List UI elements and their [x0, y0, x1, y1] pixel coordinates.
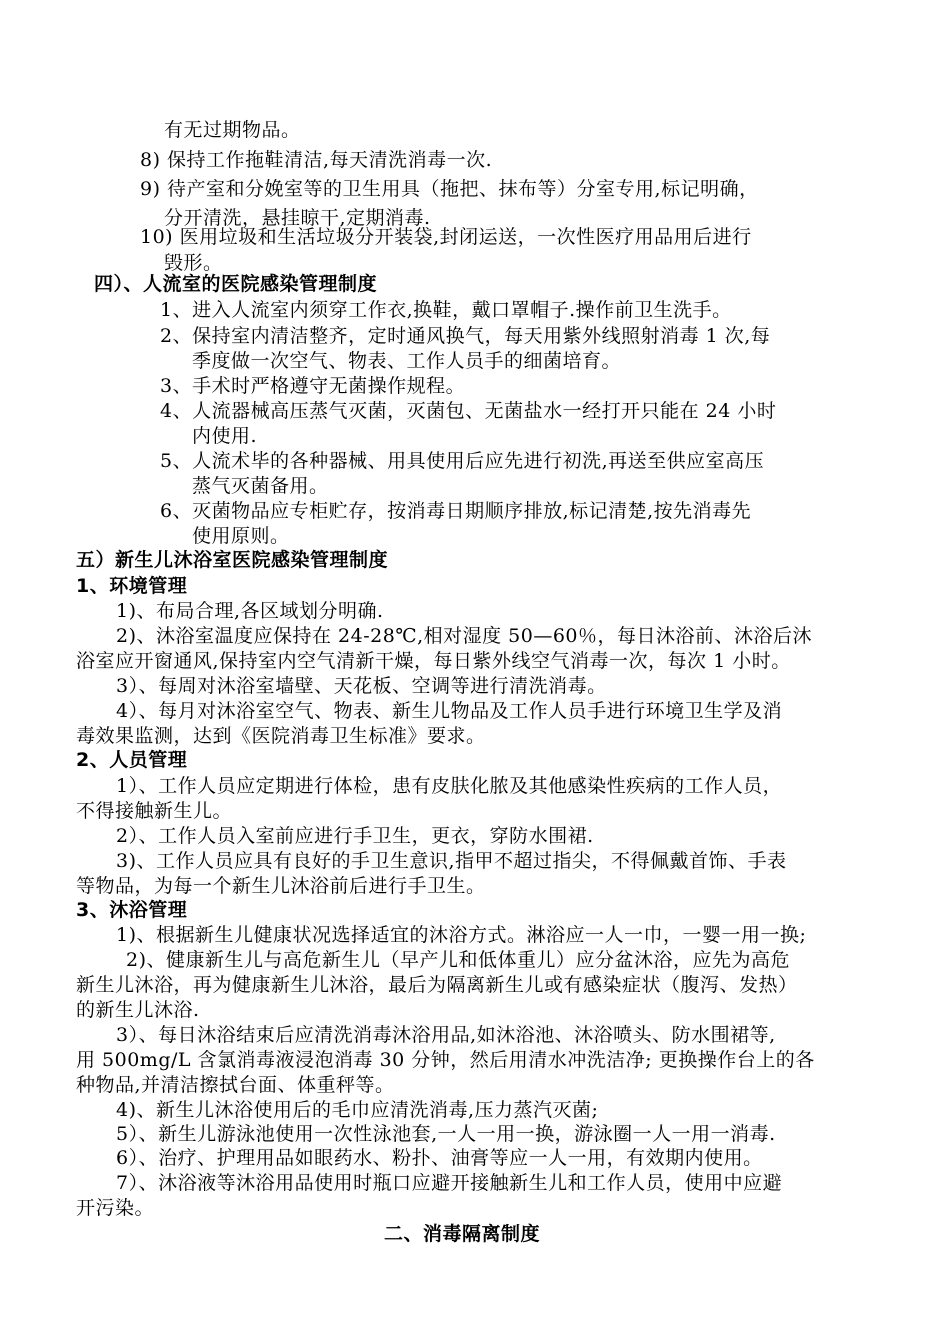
environment-line: 毒效果监测，达到《医院消毒卫生标准》要求。	[76, 725, 486, 747]
item7-continuation: 有无过期物品。	[164, 119, 301, 141]
environment-line: 浴室应开窗通风,保持室内空气清新干燥，每日紫外线空气消毒一次，每次 1 小时。	[76, 650, 791, 672]
personnel-line: 等物品，为每一个新生儿沐浴前后进行手卫生。	[76, 875, 486, 897]
bathing-line: 开污染。	[76, 1197, 155, 1219]
bathing-line: 1)、根据新生儿健康状况选择适宜的沐浴方式。淋浴应一人一巾，一婴一用一换;	[116, 924, 807, 946]
bathing-line: 6）、治疗、护理用品如眼药水、粉扑、油膏等应一人一用，有效期内使用。	[116, 1147, 763, 1169]
item10-line2: 毁形。	[164, 252, 223, 274]
bathing-line: 7）、沐浴液等沐浴用品使用时瓶口应避开接触新生儿和工作人员，使用中应避	[116, 1172, 783, 1194]
bathing-line: 用 500mg/L 含氯消毒液浸泡消毒 30 分钟，然后用清水冲洗洁净; 更换操作台上的各	[76, 1049, 815, 1071]
environment-line: 2)、沐浴室温度应保持在 24-28℃,相对湿度 50—60％，每日沐浴前、沐浴后沐	[116, 625, 813, 647]
personnel-line: 2）、工作人员入室前应进行手卫生，更衣，穿防水围裙.	[116, 825, 594, 847]
item8: 8) 保持工作拖鞋清洁,每天清洗消毒一次.	[140, 149, 493, 171]
bathing-line: 的新生儿沐浴.	[76, 999, 200, 1021]
bathing-line: 2)、健康新生儿与高危新生儿（早产儿和低体重儿）应分盆沐浴，应先为高危	[126, 949, 791, 971]
environment-line: 1)、布局合理,各区域划分明确.	[116, 600, 384, 622]
item9-line1: 9) 待产室和分娩室等的卫生用具（拖把、抹布等）分室专用,标记明确，	[140, 178, 759, 200]
personnel-line: 不得接触新生儿。	[76, 800, 233, 822]
personnel-line: 1）、工作人员应定期进行体检，患有皮肤化脓及其他感染性疾病的工作人员，	[116, 775, 783, 797]
section4-line: 1、进入人流室内须穿工作衣,换鞋，戴口罩帽子.操作前卫生洗手。	[160, 299, 732, 321]
environment-line: 4）、每月对沐浴室空气、物表、新生儿物品及工作人员手进行环境卫生学及消	[116, 700, 783, 722]
subsection-environment: 1、环境管理	[76, 575, 188, 597]
section4-line: 5、人流术毕的各种器械、用具使用后应先进行初洗,再送至供应室高压	[160, 450, 765, 472]
subsection-personnel: 2、人员管理	[76, 749, 188, 771]
subsection-bathing: 3、沐浴管理	[76, 899, 188, 921]
section4-line: 蒸气灭菌备用。	[192, 475, 329, 497]
section5-heading: 五）新生儿沐浴室医院感染管理制度	[76, 549, 389, 571]
section4-line: 4、人流器械高压蒸气灭菌，灭菌包、无菌盐水一经打开只能在 24 小时	[160, 400, 777, 422]
bathing-line: 新生儿沐浴，再为健康新生儿沐浴，最后为隔离新生儿或有感染症状（腹泻、发热）	[76, 974, 798, 996]
bathing-line: 5）、新生儿游泳池使用一次性泳池套,一人一用一换，游泳圈一人一用一消毒.	[116, 1123, 776, 1145]
item10-line1: 10) 医用垃圾和生活垃圾分开装袋,封闭运送，一次性医疗用品用后进行	[140, 226, 752, 248]
section4-line: 使用原则。	[192, 525, 290, 547]
section4-line: 季度做一次空气、物表、工作人员手的细菌培育。	[192, 350, 622, 372]
section4-line: 3、手术时严格遵守无菌操作规程。	[160, 375, 466, 397]
environment-line: 3）、每周对沐浴室墙壁、天花板、空调等进行清洗消毒。	[116, 675, 607, 697]
bathing-line: 4)、新生儿沐浴使用后的毛巾应清洗消毒,压力蒸汽灭菌;	[116, 1099, 599, 1121]
chapter2-heading: 二、消毒隔离制度	[384, 1223, 541, 1245]
section4-heading: 四）、人流室的医院感染管理制度	[94, 273, 378, 295]
section4-line: 内使用.	[192, 425, 258, 447]
item9-line2: 分开清洗，悬挂晾干,定期消毒.	[164, 207, 431, 229]
bathing-line: 种物品,并清洁擦拭台面、体重秤等。	[76, 1074, 395, 1096]
bathing-line: 3）、每日沐浴结束后应清洗消毒沐浴用品,如沐浴池、沐浴喷头、防水围裙等,	[116, 1024, 776, 1046]
section4-line: 2、保持室内清洁整齐，定时通风换气，每天用紫外线照射消毒 1 次,每	[160, 325, 771, 347]
section4-line: 6、灭菌物品应专柜贮存，按消毒日期顺序排放,标记清楚,按先消毒先	[160, 500, 752, 522]
personnel-line: 3)、工作人员应具有良好的手卫生意识,指甲不超过指尖，不得佩戴首饰、手表	[116, 850, 787, 872]
